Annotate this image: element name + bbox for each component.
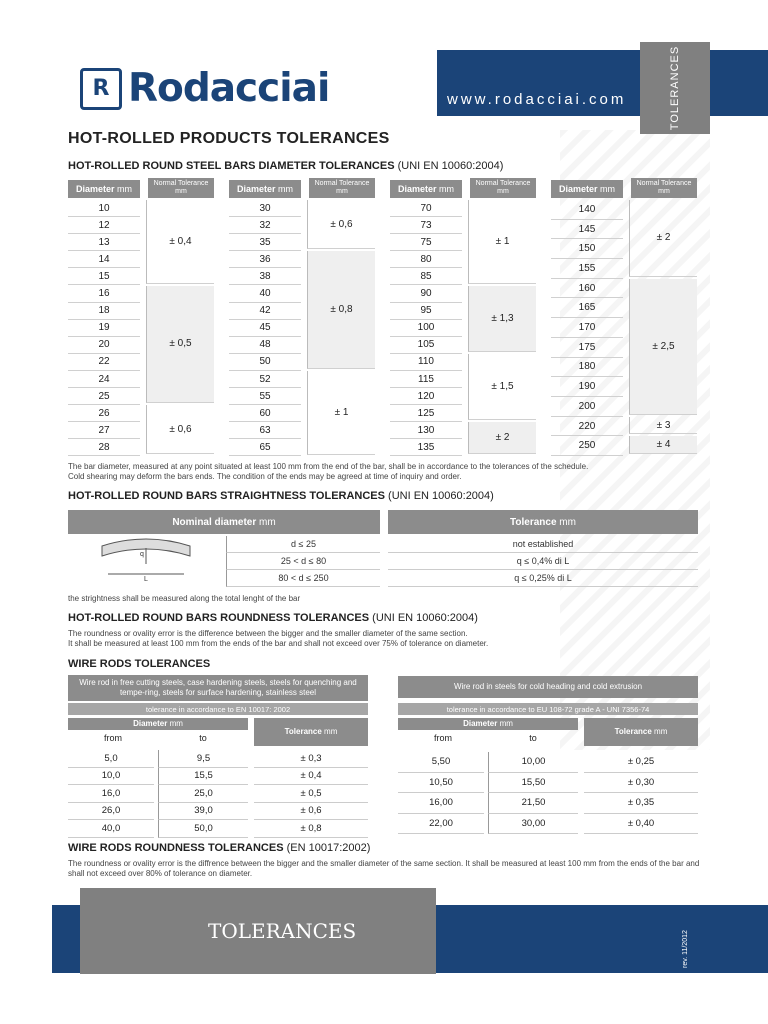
- header-bar-extension: [710, 50, 768, 116]
- diameter-cell: 110: [390, 354, 462, 371]
- diameter-col-label: Diameter: [75, 184, 115, 194]
- diameter-cell: 24: [68, 371, 140, 388]
- tolerance-col-unit: mm: [497, 188, 509, 195]
- diameter-table: [551, 180, 697, 460]
- diameter-cell: 45: [229, 320, 301, 337]
- straightness-tol-cell: not established: [388, 536, 698, 553]
- wire-rods-heading: WIRE RODS TOLERANCES: [68, 658, 211, 670]
- section-tab: [640, 42, 710, 134]
- diameter-cell: 40: [229, 286, 301, 303]
- wire-to-cell: 10,00: [488, 752, 578, 773]
- brand-logo: [80, 66, 329, 111]
- wire-from-label: from: [104, 733, 122, 743]
- diameter-cell: 100: [390, 320, 462, 337]
- diameter-cell: 42: [229, 303, 301, 320]
- wire-table-standard: tolerance in accordance to EN 10017: 2002: [68, 703, 368, 715]
- roundness-note-2: It shall be measured at least 100 mm from the ends of the bar and shall not exceed over 75% of tolerance on diameter.: [68, 639, 489, 648]
- roundness-note-1: The roundness or ovality error is the difference between the bigger and the smaller diameter of the same section.: [68, 629, 468, 638]
- diameter-cell: 150: [551, 239, 623, 259]
- diameter-table: [229, 180, 375, 460]
- wire-diam-header: [398, 718, 578, 730]
- diagram-q-label: q: [140, 551, 144, 558]
- straightness-diam-cell: 80 < d ≤ 250: [226, 570, 380, 587]
- revision-label: rev. 11/2012: [682, 930, 689, 968]
- diameter-cell: 180: [551, 358, 623, 378]
- diameter-cell: 25: [68, 388, 140, 405]
- diameter-col-unit: mm: [114, 184, 133, 194]
- diameter-cell: 20: [68, 337, 140, 354]
- diameter-heading-text: HOT-ROLLED ROUND STEEL BARS DIAMETER TOLERANCES: [68, 160, 395, 172]
- diameter-cell: 90: [390, 286, 462, 303]
- tolerance-cell: ± 2: [629, 200, 697, 277]
- wire-to-cell: 30,00: [488, 814, 578, 835]
- diagram-l-label: L: [144, 576, 148, 582]
- diameter-cell: 26: [68, 405, 140, 422]
- wire-from-cell: 16,0: [68, 785, 154, 803]
- diameter-cell: 145: [551, 220, 623, 240]
- diameter-cell: 85: [390, 268, 462, 285]
- diameter-cell: 220: [551, 417, 623, 437]
- diameter-cell: 12: [68, 217, 140, 234]
- tolerance-col-header: [148, 178, 214, 198]
- diameter-cell: 190: [551, 377, 623, 397]
- brand-name: Rodacciai: [128, 66, 330, 111]
- diameter-cell: 32: [229, 217, 301, 234]
- wire-tol-cell: ± 0,4: [254, 768, 368, 786]
- diameter-cell: 105: [390, 337, 462, 354]
- wire-from-cell: 5,50: [398, 752, 484, 773]
- diameter-cell: 50: [229, 354, 301, 371]
- wire-from-cell: 10,0: [68, 768, 154, 786]
- roundness-note: [68, 629, 708, 649]
- straightness-tol-cell: q ≤ 0,4% di L: [388, 553, 698, 570]
- straightness-note: the strightness shall be measured along the total lenght of the bar: [68, 594, 301, 603]
- diameter-cell: 63: [229, 422, 301, 439]
- straightness-diam-label: Nominal diameter: [172, 516, 257, 528]
- diameter-cell: 10: [68, 200, 140, 217]
- wire-tol-cell: ± 0,6: [254, 803, 368, 821]
- diameter-cell: 70: [390, 200, 462, 217]
- diameter-col-label: Diameter: [397, 184, 437, 194]
- diameter-cell: 19: [68, 320, 140, 337]
- diameter-col-header: [390, 180, 462, 198]
- wire-roundness-heading: [68, 842, 370, 854]
- diameter-cell: 60: [229, 405, 301, 422]
- diameter-cell: 30: [229, 200, 301, 217]
- straightness-diam-header: [68, 510, 380, 534]
- straightness-tol-cell: q ≤ 0,25% di L: [388, 570, 698, 587]
- diameter-cell: 27: [68, 422, 140, 439]
- diameter-cell: 38: [229, 268, 301, 285]
- diameter-cell: 55: [229, 388, 301, 405]
- wire-tol-cell: ± 0,35: [584, 793, 698, 814]
- straightness-heading: [68, 490, 494, 502]
- tolerance-cell: ± 1,3: [468, 286, 536, 352]
- tolerance-cell: ± 4: [629, 436, 697, 454]
- wire-diam-label: Diameter: [133, 719, 168, 728]
- straightness-standard: (UNI EN 10060:2004): [388, 490, 494, 502]
- wire-from-cell: 5,0: [68, 750, 154, 768]
- wire-from-cell: 22,00: [398, 814, 484, 835]
- diameter-cell: 14: [68, 251, 140, 268]
- diameter-note-2: Cold shearing may deform the bars ends. The condition of the ends may be agreed at time of inquiry and order.: [68, 472, 462, 481]
- wire-tol-header: [584, 718, 698, 746]
- wire-to-cell: 25,0: [158, 785, 248, 803]
- wire-to-label: to: [199, 733, 207, 743]
- tolerance-col-unit: mm: [336, 188, 348, 195]
- wire-tol-unit: mm: [651, 727, 668, 736]
- diameter-cell: 35: [229, 234, 301, 251]
- diameter-cell: 250: [551, 436, 623, 456]
- wire-to-cell: 39,0: [158, 803, 248, 821]
- diameter-col-unit: mm: [436, 184, 455, 194]
- roundness-standard: (UNI EN 10060:2004): [372, 612, 478, 624]
- tolerance-col-label: Normal Tolerance: [314, 180, 370, 187]
- wire-to-cell: 21,50: [488, 793, 578, 814]
- tolerance-col-unit: mm: [658, 188, 670, 195]
- diameter-cell: 48: [229, 337, 301, 354]
- diameter-cell: 36: [229, 251, 301, 268]
- diameter-cell: 15: [68, 268, 140, 285]
- tolerance-cell: ± 1,5: [468, 354, 536, 420]
- diameter-cell: 160: [551, 279, 623, 299]
- wire-tol-label: Tolerance: [614, 727, 652, 736]
- section-tab-label: TOLERANCES: [669, 45, 681, 131]
- wire-to-label: to: [529, 733, 537, 743]
- wire-from-cell: 40,0: [68, 820, 154, 838]
- tolerance-cell: ± 2,5: [629, 279, 697, 415]
- diameter-heading: [68, 160, 503, 172]
- wire-diam-header: [68, 718, 248, 730]
- diameter-cell: 22: [68, 354, 140, 371]
- diameter-cell: 65: [229, 439, 301, 456]
- wire-to-cell: 15,50: [488, 773, 578, 794]
- diameter-cell: 130: [390, 422, 462, 439]
- diameter-cell: 165: [551, 299, 623, 319]
- tolerance-cell: ± 2: [468, 422, 536, 454]
- wire-diam-unit: mm: [497, 719, 513, 728]
- diameter-standard: (UNI EN 10060:2004): [397, 160, 504, 172]
- website-link[interactable]: www.rodacciai.com: [437, 50, 640, 116]
- diameter-cell: 135: [390, 439, 462, 456]
- logo-mark-icon: R: [80, 68, 122, 110]
- diameter-cell: 13: [68, 234, 140, 251]
- diameter-cell: 73: [390, 217, 462, 234]
- diameter-col-label: Diameter: [558, 184, 598, 194]
- tolerance-col-header: [309, 178, 375, 198]
- roundness-heading: [68, 612, 478, 624]
- diameter-table: [68, 180, 214, 460]
- diameter-cell: 18: [68, 303, 140, 320]
- wire-from-cell: 16,00: [398, 793, 484, 814]
- tolerance-cell: ± 0,5: [146, 286, 214, 404]
- wire-tol-cell: ± 0,8: [254, 820, 368, 838]
- wire-table-title: Wire rod in free cutting steels, case hardening steels, steels for quenching and tempe-ring, steels for surface hardening, stainless steel: [68, 675, 368, 701]
- straightness-diam-unit: mm: [259, 516, 276, 528]
- wire-roundness-standard: (EN 10017:2002): [286, 842, 371, 854]
- diameter-cell: 125: [390, 405, 462, 422]
- tolerance-col-header: [470, 178, 536, 198]
- diameter-cell: 52: [229, 371, 301, 388]
- diameter-cell: 28: [68, 439, 140, 456]
- tolerance-cell: ± 3: [629, 417, 697, 435]
- diameter-cell: 175: [551, 338, 623, 358]
- diameter-cell: 140: [551, 200, 623, 220]
- tolerance-col-label: Normal Tolerance: [636, 180, 692, 187]
- straightness-diam-cell: d ≤ 25: [226, 536, 380, 553]
- tolerance-cell: ± 0,6: [307, 200, 375, 249]
- footer-label: TOLERANCES: [80, 888, 436, 974]
- wire-table-title: Wire rod in steels for cold heading and cold extrusion: [398, 676, 698, 698]
- wire-from-cell: 26,0: [68, 803, 154, 821]
- diameter-col-label: Diameter: [236, 184, 276, 194]
- tolerance-col-label: Normal Tolerance: [475, 180, 531, 187]
- wire-table-standard: tolerance in accordance to EU 108-72 grade A - UNI 7356-74: [398, 703, 698, 715]
- wire-tol-header: [254, 718, 368, 746]
- straightness-diam-cell: 25 < d ≤ 80: [226, 553, 380, 570]
- diameter-note-1: The bar diameter, measured at any point situated at least 100 mm from the end of the bar, shall be in accordance to the tolerances of the schedule.: [68, 462, 589, 471]
- wire-tol-cell: ± 0,25: [584, 752, 698, 773]
- diameter-col-unit: mm: [597, 184, 616, 194]
- tolerance-cell: ± 0,4: [146, 200, 214, 284]
- tolerance-cell: ± 0,8: [307, 251, 375, 369]
- wire-from-cell: 10,50: [398, 773, 484, 794]
- wire-to-cell: 9,5: [158, 750, 248, 768]
- page-title: HOT-ROLLED PRODUCTS TOLERANCES: [68, 130, 390, 147]
- diameter-table: [390, 180, 536, 460]
- wire-tol-cell: ± 0,30: [584, 773, 698, 794]
- bar-bend-diagram: [98, 534, 194, 582]
- diameter-col-header: [68, 180, 140, 198]
- diameter-cell: 75: [390, 234, 462, 251]
- wire-diam-label: Diameter: [463, 719, 498, 728]
- diameter-cell: 120: [390, 388, 462, 405]
- diameter-col-unit: mm: [275, 184, 294, 194]
- wire-to-cell: 15,5: [158, 768, 248, 786]
- diameter-cell: 95: [390, 303, 462, 320]
- tolerance-col-label: Normal Tolerance: [153, 180, 209, 187]
- straightness-tol-unit: mm: [559, 516, 576, 528]
- tolerance-cell: ± 1: [307, 371, 375, 455]
- diameter-cell: 16: [68, 286, 140, 303]
- wire-roundness-heading-text: WIRE RODS ROUNDNESS TOLERANCES: [68, 842, 284, 854]
- diameter-cell: 155: [551, 259, 623, 279]
- tolerance-col-header: [631, 178, 697, 198]
- diameter-cell: 200: [551, 397, 623, 417]
- wire-tol-label: Tolerance: [284, 727, 322, 736]
- wire-from-label: from: [434, 733, 452, 743]
- straightness-heading-text: HOT-ROLLED ROUND BARS STRAIGHTNESS TOLERANCES: [68, 490, 385, 502]
- straightness-tol-header: [388, 510, 698, 534]
- tolerance-cell: ± 1: [468, 200, 536, 284]
- wire-to-cell: 50,0: [158, 820, 248, 838]
- diameter-col-header: [551, 180, 623, 198]
- tolerance-col-unit: mm: [175, 188, 187, 195]
- diameter-cell: 80: [390, 251, 462, 268]
- tolerance-cell: ± 0,6: [146, 405, 214, 454]
- diameter-note: [68, 462, 708, 482]
- wire-tol-cell: ± 0,40: [584, 814, 698, 835]
- wire-tol-cell: ± 0,5: [254, 785, 368, 803]
- wire-roundness-note: The roundness or ovality error is the diffrence between the bigger and the smaller diameter of the same section. It shall be measured at least 100 mm from the ends of the bar and shall not exceed over 80% of tolerance on diameter.: [68, 859, 700, 878]
- roundness-heading-text: HOT-ROLLED ROUND BARS ROUNDNESS TOLERANCES: [68, 612, 370, 624]
- straightness-tol-label: Tolerance: [510, 516, 557, 528]
- wire-diam-unit: mm: [167, 719, 183, 728]
- wire-tol-cell: ± 0,3: [254, 750, 368, 768]
- diameter-cell: 170: [551, 318, 623, 338]
- wire-tol-unit: mm: [321, 727, 338, 736]
- diameter-cell: 115: [390, 371, 462, 388]
- diameter-col-header: [229, 180, 301, 198]
